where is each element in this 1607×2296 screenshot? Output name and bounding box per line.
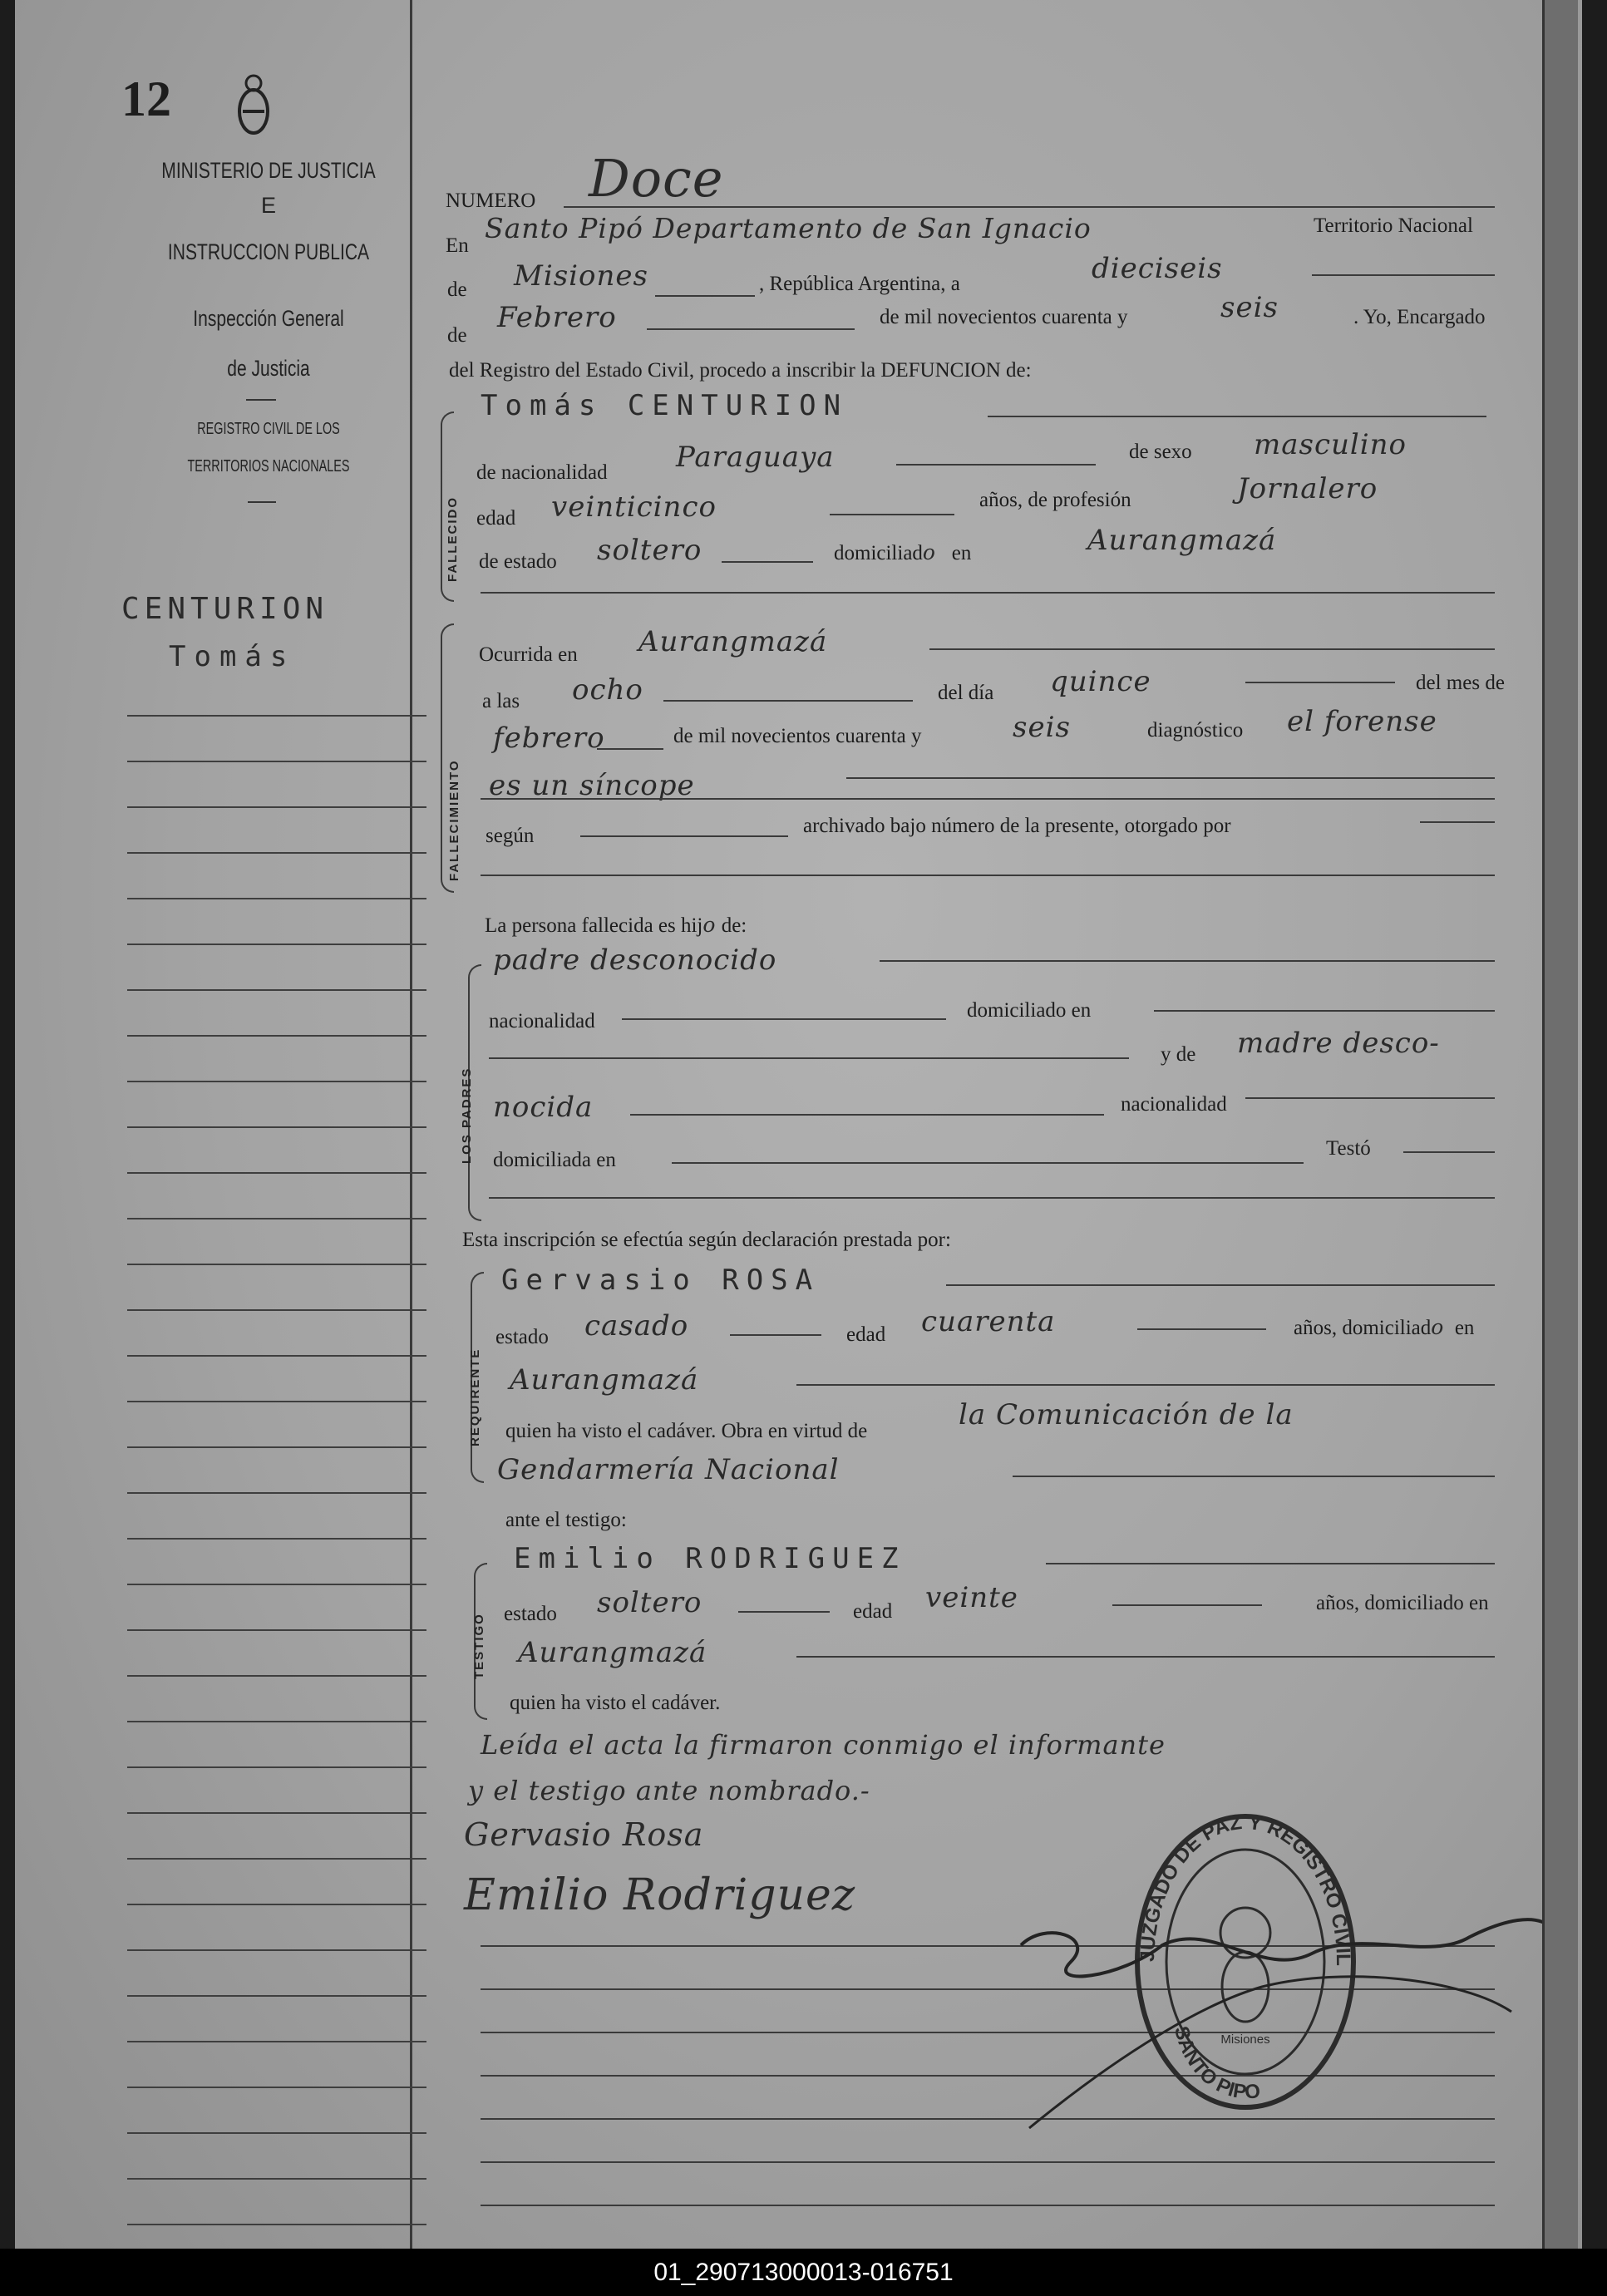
diagnostico-value: el forense (1287, 705, 1437, 738)
profesion-value: Jornalero (1237, 472, 1378, 505)
edad-testigo-label: edad (853, 1600, 893, 1623)
rule (622, 1018, 946, 1020)
republica-label: , República Argentina, a (759, 273, 960, 295)
margin-rule (127, 1355, 426, 1357)
margin-rule (127, 1081, 426, 1082)
declarante-name: Gervasio ROSA (501, 1264, 821, 1297)
margin-rule (127, 852, 426, 854)
margin-rule (127, 2041, 426, 2042)
testo-label: Testó (1326, 1137, 1371, 1160)
rule (481, 798, 1495, 800)
margin-rule (127, 1812, 426, 1814)
ministry-line-3: INSTRUCCION PUBLICA (167, 239, 370, 264)
margin-rule (127, 2132, 426, 2134)
blank-rule (481, 2205, 1495, 2206)
deceased-name: Tomás CENTURION (481, 389, 849, 422)
margin-rule (127, 2087, 426, 2088)
closing-line-2: y el testigo ante nombrado.- (468, 1775, 870, 1806)
rule (655, 295, 755, 297)
margin-rule (127, 1446, 426, 1448)
madre-value: madre desco- (1237, 1027, 1440, 1060)
coat-of-arms-icon (233, 73, 274, 142)
margin-rule (127, 2224, 426, 2225)
margin-divider (410, 0, 412, 2249)
margin-given-name: Tomás (169, 640, 296, 673)
stamp-bottom-text: SANTO PIPO (1169, 2023, 1262, 2104)
year-label: de mil novecientos cuarenta y (880, 306, 1128, 328)
domiciliado-declarante-suffix: o (1431, 1315, 1445, 1339)
de-label: de (447, 278, 467, 301)
segun-label: según (486, 825, 535, 847)
ocurrida-label: Ocurrida en (479, 643, 578, 666)
domiciliado-testigo-label: años, domiciliado en (1316, 1592, 1489, 1614)
testigo-domicilio: Aurangmazá (518, 1636, 707, 1669)
stamp-outer-text: JUZGADO DE PAZ Y REGISTRO CIVIL (1136, 1811, 1355, 1966)
testigo-label: ante el testigo: (505, 1509, 627, 1531)
rule (1013, 1476, 1495, 1477)
domiciliado-declarante-label (1294, 1315, 1474, 1340)
hijo-suffix: o (702, 913, 717, 937)
margin-rule (127, 1309, 426, 1311)
margin-rule (127, 1172, 426, 1174)
margin-rule (127, 1721, 426, 1722)
rule (630, 1114, 1104, 1116)
quien-label: quien ha visto el cadáver. Obra en virtud de (505, 1420, 868, 1442)
margin-rule (127, 806, 426, 808)
deldia-label: del día (938, 682, 994, 704)
margin-rule (127, 2178, 426, 2180)
rule (796, 1656, 1495, 1658)
nacionalidad-value: Paraguaya (676, 441, 835, 474)
rule (647, 328, 855, 330)
margin-rule (127, 1584, 426, 1585)
declarante-domicilio: Aurangmazá (510, 1363, 699, 1397)
rule (1420, 821, 1495, 823)
domiciliada-label: domiciliada en (493, 1149, 616, 1171)
year-value: seis (1220, 291, 1279, 324)
madre-value-2: nocida (493, 1091, 594, 1124)
edad-value: veinticinco (551, 490, 717, 524)
rule (946, 1284, 1495, 1286)
rule (580, 835, 788, 837)
rule (896, 464, 1096, 466)
margin-rule (127, 1629, 426, 1631)
margin-rule (127, 1035, 426, 1037)
domiciliado-en: en (951, 542, 972, 564)
margin-rule (127, 944, 426, 945)
ocurrida-value: Aurangmazá (638, 625, 828, 658)
archivado-label: archivado bajo número de la presente, otorgado por (803, 815, 1231, 837)
sexo-label: de sexo (1129, 441, 1192, 463)
domiciliado-declarante-text: años, domiciliad (1294, 1317, 1432, 1339)
mes-value: febrero (493, 722, 605, 755)
ministry-line-1: MINISTERIO DE JUSTICIA (161, 158, 376, 183)
nacionalidad-madre-label: nacionalidad (1121, 1093, 1227, 1116)
obra-value: la Comunicación de la (959, 1398, 1294, 1431)
estado-declarante-label: estado (495, 1326, 549, 1348)
rule (1046, 1563, 1495, 1564)
estado-testigo-value: soltero (597, 1586, 702, 1619)
margin-rule (127, 1126, 426, 1128)
rule (564, 206, 1495, 208)
registrar-signature (996, 1887, 1561, 2157)
header-rule (246, 399, 276, 401)
declaracion-label: Esta inscripción se efectúa según declaración prestada por: (462, 1229, 951, 1251)
rule (481, 875, 1495, 876)
rule (1137, 1328, 1266, 1330)
profesion-label: años, de profesión (979, 489, 1131, 511)
inspection-line-2: de Justicia (227, 356, 310, 381)
edad-label: edad (476, 507, 516, 530)
hijo-text: La persona fallecida es hij (485, 914, 703, 937)
scanned-page (15, 0, 1582, 2249)
registro-label: del Registro del Estado Civil, procedo a inscribir la DEFUNCION de: (449, 359, 1032, 382)
rule (738, 1611, 830, 1613)
diagnostico-value-2: es un síncope (489, 769, 695, 802)
registry-line-1: REGISTRO CIVIL DE LOS (197, 420, 340, 438)
territorio-label: Territorio Nacional (1314, 214, 1473, 237)
rule (1403, 1151, 1495, 1153)
margin-rule (127, 1492, 426, 1494)
rule (722, 561, 813, 563)
hora-value: ocho (572, 673, 643, 707)
margin-rule (127, 1904, 426, 1905)
alas-label: a las (482, 690, 520, 712)
domiciliado-declarante-en: en (1454, 1317, 1475, 1339)
margin-rule (127, 1675, 426, 1677)
signature-testigo: Emilio Rodriguez (464, 1870, 856, 1920)
edad-testigo-value: veinte (925, 1581, 1018, 1614)
month-prefix: de (447, 324, 467, 347)
margin-rule (127, 1401, 426, 1402)
rule (1154, 1010, 1495, 1012)
side-label-padres: LOS PADRES (460, 1067, 474, 1164)
rule (880, 960, 1495, 962)
anio-value: seis (1013, 711, 1071, 744)
rule (663, 700, 913, 702)
margin-rule (127, 989, 426, 991)
inspection-line-1: Inspección General (193, 306, 344, 331)
ministry-line-2: E (260, 193, 276, 218)
rule (489, 1197, 1495, 1199)
hijo-label (485, 913, 747, 938)
rule (988, 416, 1486, 417)
padre-value: padre desconocido (493, 944, 777, 977)
estado-testigo-label: estado (504, 1603, 557, 1625)
edad-declarante-value: cuarenta (921, 1305, 1056, 1338)
numero-value: Doce (589, 148, 724, 209)
side-label-requirente: REQUIRENTE (468, 1348, 482, 1446)
rule (730, 1334, 821, 1336)
place-value: Santo Pipó Departamento de San Ignacio (485, 212, 1092, 244)
image-caption: 01_290713000013-016751 (0, 2249, 1607, 2296)
sexo-value: masculino (1254, 428, 1407, 461)
en-label: En (446, 234, 469, 257)
side-label-fallecido: FALLECIDO (446, 496, 460, 582)
domiciliado-label (834, 540, 971, 565)
numero-label: NUMERO (446, 190, 536, 212)
adjacent-page-edge (1542, 0, 1578, 2249)
rule (1245, 682, 1395, 683)
domiciliado-en-label: domiciliado en (967, 999, 1092, 1022)
edad-declarante-label: edad (846, 1323, 886, 1346)
hijo-de: de: (721, 914, 747, 937)
page-number: 12 (121, 71, 171, 126)
rule (489, 1057, 1129, 1059)
rule (597, 748, 663, 750)
blank-rule (481, 2161, 1495, 2163)
estado-value: soltero (597, 534, 702, 567)
margin-rule (127, 1264, 426, 1265)
registry-line-2: TERRITORIOS NACIONALES (187, 457, 350, 475)
rule (1245, 1097, 1495, 1099)
margin-surname: CENTURION (121, 592, 329, 626)
anio-label: de mil novecientos cuarenta y (673, 725, 922, 747)
signature-declarante: Gervasio Rosa (464, 1816, 704, 1853)
side-label-fallecimiento: FALLECIMIENTO (447, 759, 461, 881)
rule (481, 592, 1495, 594)
estado-label: de estado (479, 550, 557, 573)
domiciliado-text: domiciliad (834, 542, 923, 564)
margin-rule (127, 1949, 426, 1951)
rule (830, 514, 954, 515)
margin-rule (127, 1995, 426, 1997)
rule (1112, 1604, 1262, 1606)
margin-rule (127, 1538, 426, 1540)
month-value: Febrero (497, 301, 617, 334)
estado-declarante-value: casado (584, 1309, 689, 1343)
margin-rule (127, 715, 426, 717)
territory-value: Misiones (514, 259, 648, 293)
testigo-name: Emilio RODRIGUEZ (514, 1542, 906, 1575)
margin-rule (127, 761, 426, 762)
quien-vio-label: quien ha visto el cadáver. (510, 1692, 721, 1714)
y-de-label: y de (1161, 1043, 1196, 1066)
side-label-testigo: TESTIGO (472, 1613, 486, 1679)
margin-rule (127, 1766, 426, 1768)
closing-line-1: Leída el acta la firmaron conmigo el informante (481, 1729, 1166, 1761)
header-rule (248, 501, 276, 503)
margin-rule (127, 1218, 426, 1219)
rule (796, 1384, 1495, 1386)
margin-rule (127, 898, 426, 899)
yo-label: . Yo, Encargado (1353, 306, 1486, 328)
margin-rule (127, 1858, 426, 1860)
rule (1312, 274, 1495, 276)
day-value: dieciseis (1092, 252, 1223, 285)
dia-value: quince (1050, 665, 1151, 698)
domicilio-value: Aurangmazá (1087, 524, 1277, 557)
stamp-center-text: Misiones (1220, 2032, 1270, 2047)
diagnostico-label: diagnóstico (1147, 719, 1244, 742)
nacionalidad-padre-label: nacionalidad (489, 1010, 595, 1032)
rule (672, 1162, 1304, 1164)
rule (929, 648, 1495, 650)
delmes-label: del mes de (1416, 672, 1505, 694)
obra-value-2: Gendarmería Nacional (497, 1453, 840, 1486)
nacionalidad-label: de nacionalidad (476, 461, 608, 484)
domiciliado-suffix: o (922, 540, 936, 564)
rule (846, 777, 1495, 779)
